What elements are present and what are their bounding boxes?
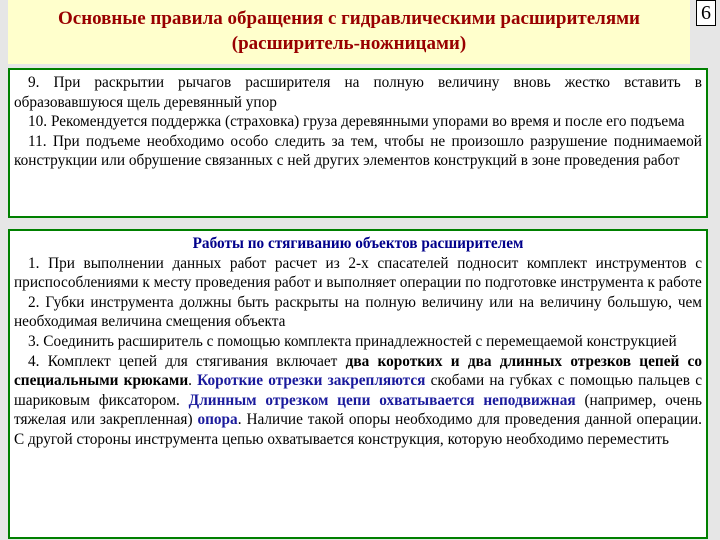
slide-title-line1: Основные правила обращения с гидравлическими расширителями: [57, 8, 640, 29]
rules-box: [8, 68, 708, 218]
pulling-works-box: [8, 229, 708, 539]
section-heading: Работы по стягиванию объектов расширителем: [192, 235, 524, 252]
rule-item-10: 10. Рекомендуется поддержка (страховка) груза деревянными упорами во время и после его подъема: [28, 113, 685, 131]
item4-text-e: . Наличие такой опоры необходимо для проведения данной операции. С другой стороны инструмента цепью охватывается конструкция, которую необходимо переместить: [14, 411, 702, 448]
pulling-item-1: 1. При выполнении данных работ расчет из 2-х спасателей подносит комплект инструментов с приспособлениями к месту проведения работ и выполняет операции по подготовке инструмента к работе: [14, 254, 702, 292]
item4-text-d: (например, очень тяжелая или закрепленная): [14, 391, 702, 429]
item4-long-segment: Длинным отрезком цепи охватывается неподвижная: [188, 391, 576, 409]
item4-text-a: 4. Комплект цепей для стягивания включает: [28, 352, 346, 370]
slide-title-box: [8, 0, 690, 64]
pulling-item-4: [14, 352, 702, 450]
slide-number: 6: [696, 0, 716, 26]
item4-chains-bold: два коротких и два длинных отрезков цепей со специальными крюками: [14, 352, 702, 390]
item4-text-c: скобами на губках с помощью пальцев с шариковым фиксатором.: [14, 372, 702, 409]
rule-item-11: 11. При подъеме необходимо особо следить за тем, чтобы не произошло разрушение поднимаемой конструкции или обрушение связанных с ней других элементов конструкций в зоне проведения работ: [14, 132, 702, 170]
item4-short-segments: Короткие отрезки закрепляются: [197, 372, 426, 390]
rule-item-9: 9. При раскрытии рычагов расширителя на полную величину вновь жестко вставить в образовавшуюся щель деревянный упор: [14, 74, 702, 111]
slide-title-line2: (расширитель-ножницами): [231, 33, 467, 54]
pulling-item-3: 3. Соединить расширитель с помощью комплекта принадлежностей с перемещаемой конструкцией: [28, 332, 677, 350]
item4-support: опора: [197, 411, 238, 429]
item4-text-b: .: [188, 372, 198, 390]
pulling-item-2: 2. Губки инструмента должны быть раскрыты на полную величину или на величину большую, чем необходимая величина смещения объекта: [14, 293, 702, 331]
